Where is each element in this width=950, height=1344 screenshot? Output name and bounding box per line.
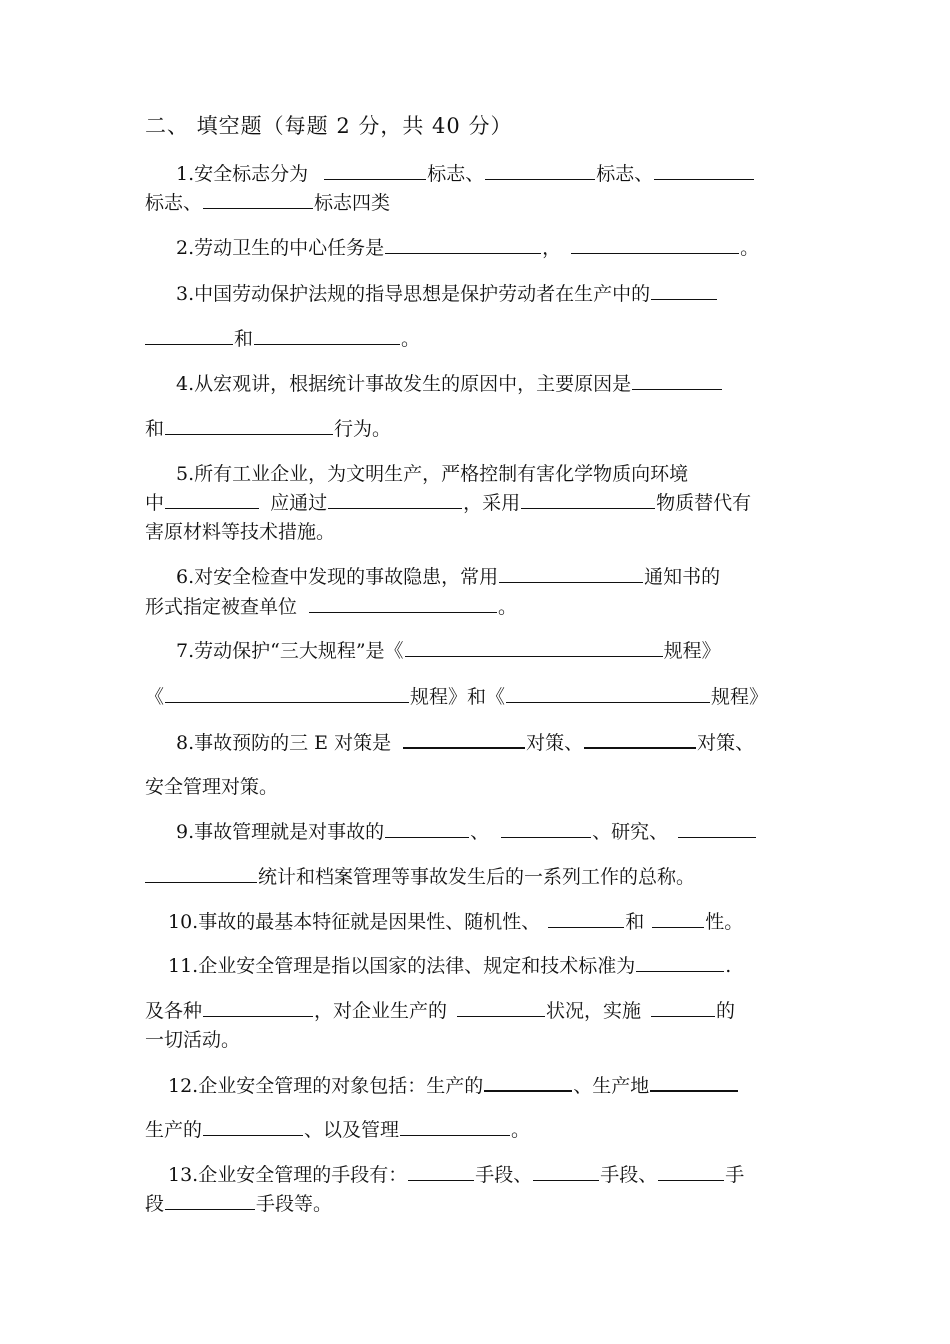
answer-blank[interactable] [165, 684, 409, 703]
question-text: 。 [511, 1119, 531, 1141]
question-text: 及各种 [145, 1000, 203, 1022]
question-text: 生产的 [145, 1119, 203, 1141]
answer-blank[interactable] [678, 819, 756, 838]
question-text: ，对企业生产的 [314, 1000, 448, 1022]
question-11-line-2 [145, 998, 735, 1024]
question-text: 规程》 [663, 640, 721, 662]
question-8-line-1 [176, 729, 754, 755]
question-4-line-1 [176, 371, 723, 397]
question-5-line-3 [145, 519, 335, 545]
question-text: 害原材料等技术措施。 [145, 521, 336, 543]
question-9-line-2 [145, 864, 695, 890]
question-3-line-2 [145, 326, 420, 352]
question-text: 安全管理对策。 [145, 776, 279, 798]
answer-blank[interactable] [650, 1072, 738, 1092]
question-7-line-2 [145, 684, 768, 710]
question-text: 对策、 [526, 732, 584, 754]
question-text: 性。 [705, 911, 744, 933]
answer-blank[interactable] [636, 953, 724, 972]
question-text: 规程》和《 [410, 686, 506, 708]
question-13-line-1 [168, 1162, 744, 1188]
answer-blank[interactable] [506, 684, 710, 703]
question-text: 物质替代有 [656, 492, 752, 514]
question-text: 形式指定被查单位 [145, 596, 298, 618]
question-text: 和 [625, 911, 645, 933]
question-text: 通知书的 [644, 566, 721, 588]
answer-blank[interactable] [403, 729, 525, 749]
answer-blank[interactable] [632, 371, 722, 390]
question-text: 中 [145, 492, 165, 514]
answer-blank[interactable] [254, 326, 400, 345]
answer-blank[interactable] [145, 864, 257, 883]
question-text: . [725, 955, 732, 977]
question-text: 标志、 [427, 163, 485, 185]
answer-blank[interactable] [571, 235, 739, 254]
question-text: 7.劳动保护“三大规程”是《 [176, 640, 404, 662]
question-text: 统计和档案管理等事故发生后的一系列工作的总称。 [258, 866, 696, 888]
question-text: 4.从宏观讲，根据统计事故发生的原因中，主要原因是 [176, 373, 632, 395]
question-9-line-1 [176, 819, 757, 845]
question-text: 13.企业安全管理的手段有： [168, 1164, 408, 1186]
question-text: 的 [716, 1000, 736, 1022]
question-text: 3.中国劳动保护法规的指导思想是保护劳动者在生产中的 [176, 283, 651, 305]
question-text: 手段、 [600, 1164, 658, 1186]
answer-blank[interactable] [328, 490, 462, 509]
question-text: 状况，实施 [546, 1000, 642, 1022]
question-text: 标志、 [145, 192, 203, 214]
question-text: 。 [740, 237, 760, 259]
answer-blank[interactable] [385, 819, 469, 838]
answer-blank[interactable] [165, 416, 333, 435]
answer-blank[interactable] [309, 594, 497, 613]
question-text: 和 [234, 328, 254, 350]
section-title: 二、 填空题（每题 2 分，共 40 分） [145, 114, 513, 138]
question-text: 一切活动。 [145, 1029, 241, 1051]
question-text: 段 [145, 1193, 165, 1215]
question-10-line-1 [168, 909, 743, 935]
question-11-line-1 [168, 953, 731, 979]
answer-blank[interactable] [584, 729, 696, 749]
answer-blank[interactable] [400, 1117, 510, 1136]
question-text: 手段、 [475, 1164, 533, 1186]
question-1-line-2 [145, 190, 390, 216]
question-text: 行为。 [334, 418, 392, 440]
answer-blank[interactable] [501, 819, 591, 838]
question-text: 、生产地 [573, 1075, 650, 1097]
question-11-line-3 [145, 1027, 240, 1053]
question-text: ，采用 [463, 492, 521, 514]
answer-blank[interactable] [521, 490, 655, 509]
question-5-line-1 [176, 461, 688, 487]
answer-blank[interactable] [533, 1162, 599, 1181]
question-text: 5.所有工业企业，为文明生产，严格控制有害化学物质向环境 [176, 463, 689, 485]
answer-blank[interactable] [203, 998, 313, 1017]
answer-blank[interactable] [654, 161, 754, 180]
question-8-line-2 [145, 774, 278, 800]
answer-blank[interactable] [658, 1162, 724, 1181]
answer-blank[interactable] [203, 1117, 303, 1136]
question-text: 应通过 [270, 492, 328, 514]
answer-blank[interactable] [405, 638, 663, 657]
question-12-line-2 [145, 1117, 530, 1143]
question-text: 。 [498, 596, 518, 618]
question-text: 和 [145, 418, 165, 440]
question-2-line-1 [176, 235, 759, 261]
answer-blank[interactable] [165, 1191, 255, 1210]
answer-blank[interactable] [652, 909, 704, 928]
question-text: 手段等。 [256, 1193, 333, 1215]
question-text: 12.企业安全管理的对象包括：生产的 [168, 1075, 484, 1097]
question-text: 手 [725, 1164, 745, 1186]
question-1-line-1 [176, 161, 755, 187]
question-text: 标志四类 [314, 192, 391, 214]
answer-blank[interactable] [324, 161, 426, 180]
question-13-line-2 [145, 1191, 332, 1217]
question-text: 2.劳动卫生的中心任务是 [176, 237, 385, 259]
question-text: 9.事故管理就是对事故的 [176, 821, 385, 843]
question-6-line-1 [176, 564, 720, 590]
answer-blank[interactable] [165, 490, 259, 509]
question-7-line-1 [176, 638, 721, 664]
question-text: 。 [401, 328, 421, 350]
question-12-line-1 [168, 1072, 739, 1098]
question-text: 1.安全标志分为 [176, 163, 309, 185]
question-text: 标志、 [596, 163, 654, 185]
question-text: 10.事故的最基本特征就是因果性、随机性、 [168, 911, 541, 933]
answer-blank[interactable] [548, 909, 624, 928]
question-text: 、 [470, 821, 490, 843]
question-text: 8.事故预防的三 E 对策是 [176, 732, 392, 754]
answer-blank[interactable] [457, 998, 545, 1017]
answer-blank[interactable] [651, 998, 715, 1017]
answer-blank[interactable] [485, 161, 595, 180]
question-5-line-2 [145, 490, 751, 516]
answer-blank[interactable] [203, 190, 313, 209]
answer-blank[interactable] [484, 1072, 572, 1092]
answer-blank[interactable] [499, 564, 643, 583]
question-text: 规程》 [711, 686, 769, 708]
answer-blank[interactable] [408, 1162, 474, 1181]
answer-blank[interactable] [385, 235, 541, 254]
question-text: 6.对安全检查中发现的事故隐患，常用 [176, 566, 499, 588]
answer-blank[interactable] [145, 326, 233, 345]
question-text: 、以及管理 [304, 1119, 400, 1141]
question-4-line-2 [145, 416, 391, 442]
question-6-line-2 [145, 594, 517, 620]
question-text: 对策、 [697, 732, 755, 754]
question-text: 、研究、 [592, 821, 669, 843]
question-text: 11.企业安全管理是指以国家的法律、规定和技术标准为 [168, 955, 636, 977]
answer-blank[interactable] [651, 281, 717, 300]
question-text: ， [542, 237, 562, 259]
question-3-line-1 [176, 281, 718, 307]
question-text: 《 [145, 686, 165, 708]
